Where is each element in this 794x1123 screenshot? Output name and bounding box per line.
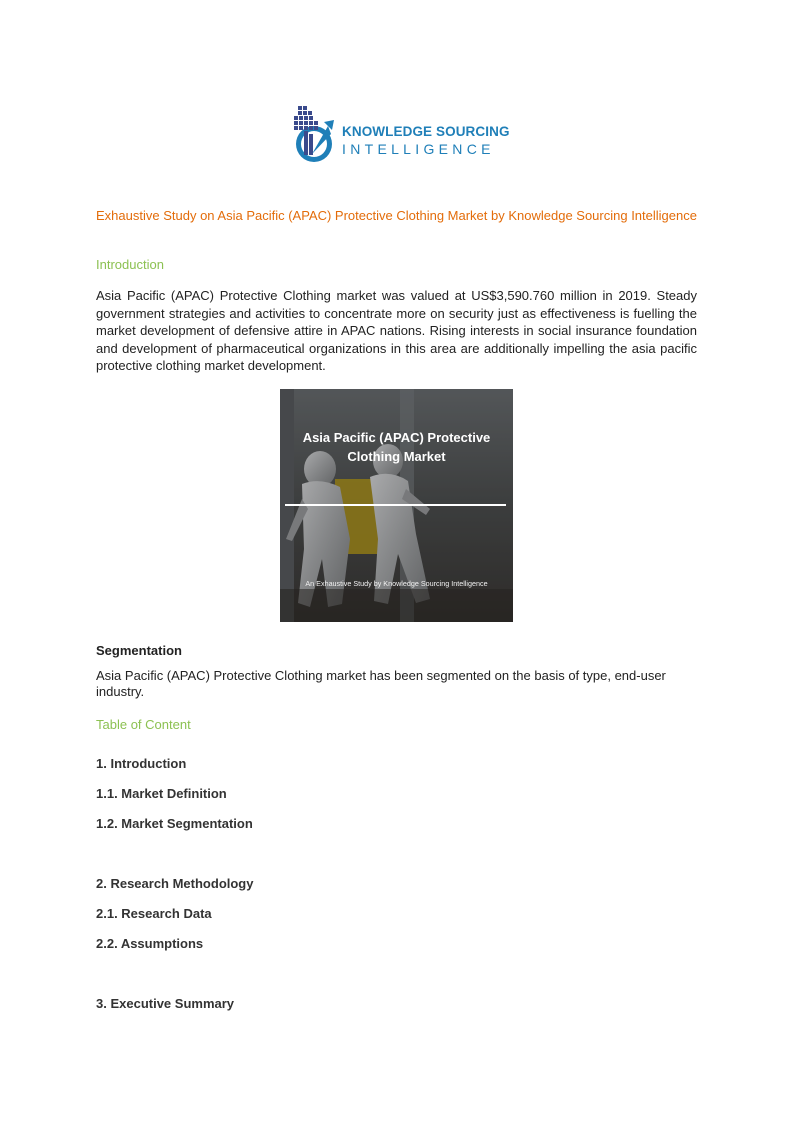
toc-item[interactable]: 1. Introduction xyxy=(96,756,187,771)
toc-item[interactable]: 2.2. Assumptions xyxy=(96,936,204,951)
toc-item[interactable]: 1.2. Market Segmentation xyxy=(96,816,253,831)
toc-item[interactable]: 3. Executive Summary xyxy=(96,996,235,1011)
document-title: Exhaustive Study on Asia Pacific (APAC) Protective Clothing Market by Knowledge Sourcing Intelligence xyxy=(96,208,697,223)
cover-divider xyxy=(285,504,506,506)
introduction-paragraph: Asia Pacific (APAC) Protective Clothing market was valued at US$3,590.760 million in 2019. Steady government strategies and activities to concentrate more on security just as effectiveness is fuelling the market development of defensive attire in APAC nations. Rising interests in social insurance foundation and development of pharmaceutical organizations in this area are additionally impelling the asia pacific protective clothing market development. xyxy=(96,288,697,374)
cover-title: Asia Pacific (APAC) Protective Clothing Market xyxy=(302,430,491,464)
logo-text-secondary: INTELLIGENCE xyxy=(342,141,495,157)
toc-item[interactable]: 1.1. Market Definition xyxy=(96,786,227,801)
logo-text-primary: KNOWLEDGE SOURCING xyxy=(342,124,510,139)
cover-subtitle: An Exhaustive Study by Knowledge Sourcing Intelligence xyxy=(305,579,488,588)
segmentation-heading: Segmentation xyxy=(96,643,182,658)
segmentation-paragraph: Asia Pacific (APAC) Protective Clothing market has been segmented on the basis of type, end-user industry. xyxy=(96,668,666,699)
toc-heading: Table of Content xyxy=(96,717,191,732)
toc-item[interactable]: 2. Research Methodology xyxy=(96,876,254,891)
toc-item[interactable]: 2.1. Research Data xyxy=(96,906,212,921)
logo-icon xyxy=(290,104,340,166)
company-logo xyxy=(290,104,510,166)
report-cover-image xyxy=(280,389,513,622)
introduction-heading: Introduction xyxy=(96,257,164,272)
